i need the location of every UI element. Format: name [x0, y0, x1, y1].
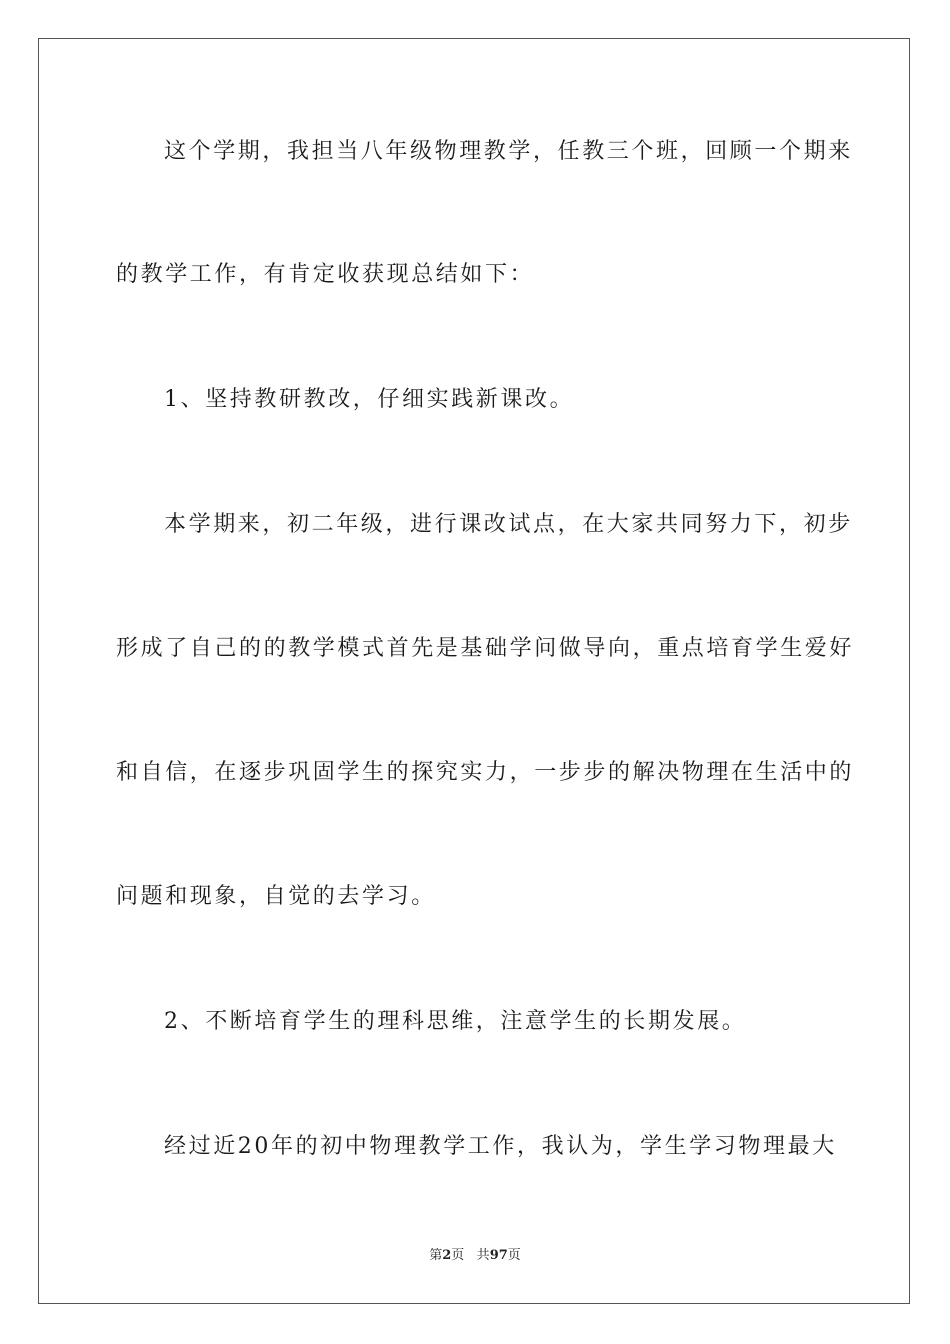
paragraph-line: 形成了自己的的教学模式首先是基础学问做导向，重点培育学生爱好 [116, 636, 855, 661]
paragraph-line: 本学期来，初二年级，进行课改试点，在大家共同努力下，初步 [164, 512, 853, 537]
paragraph-line: 和自信，在逐步巩固学生的探究实力，一步步的解决物理在生活中的 [116, 760, 855, 785]
paragraph-line: 这个学期，我担当八年级物理教学，任教三个班，回顾一个期来 [164, 139, 853, 164]
page-frame [38, 38, 910, 1304]
paragraph-line: 的教学工作，有肯定收获现总结如下： [116, 262, 535, 287]
page-footer [0, 1246, 950, 1266]
total-prefix: 共 [476, 1248, 490, 1263]
page-prefix: 第 [429, 1248, 443, 1263]
total-pages-number: 97 [489, 1248, 508, 1263]
page-suffix: 页 [451, 1248, 465, 1263]
section-heading: 2、不断培育学生的理科思维，注意学生的长期发展。 [164, 1009, 747, 1034]
paragraph-line: 问题和现象，自觉的去学习。 [116, 884, 436, 909]
paragraph-line: 经过近20年的初中物理教学工作，我认为，学生学习物理最大 [164, 1134, 837, 1159]
section-heading: 1、坚持教研教改，仔细实践新课改。 [164, 387, 575, 412]
total-suffix: 页 [507, 1248, 521, 1263]
current-page-number: 2 [442, 1248, 452, 1263]
